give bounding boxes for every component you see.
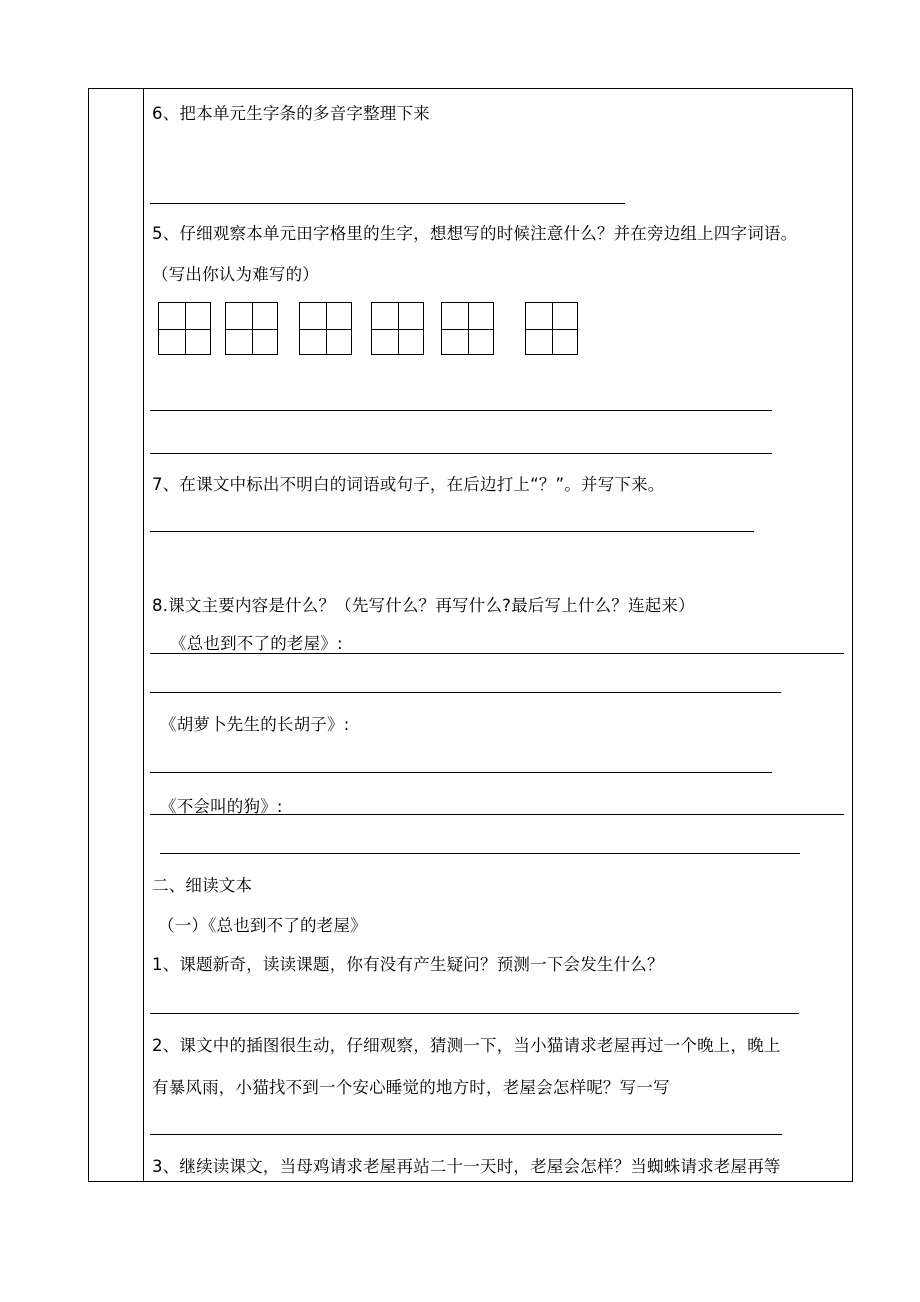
question-5-note: （写出你认为难写的） [152,265,319,284]
answer-line-q5-2[interactable] [150,453,772,454]
question-6: 6、把本单元生字条的多音字整理下来 [152,104,430,123]
answer-line-q5-1[interactable] [150,410,772,411]
reading-question-3: 3、继续读课文，当母鸡请求老屋再站二十一天时，老屋会怎样？当蜘蛛请求老屋再等 [152,1157,781,1176]
answer-line-q7[interactable] [150,531,754,532]
answer-line-story-2[interactable] [150,772,772,773]
section-2-heading: 二、细读文本 [152,876,253,895]
answer-line-q6[interactable] [150,203,625,204]
answer-line-r2[interactable] [150,1134,782,1135]
answer-line-r1[interactable] [150,1013,799,1014]
answer-line-story-1b[interactable] [150,692,781,693]
tianzige-box-4[interactable] [371,302,424,355]
answer-line-story-1a[interactable] [150,653,844,654]
reading-question-2-line-1: 2、课文中的插图很生动，仔细观察，猜测一下，当小猫请求老屋再过一个晚上，晚上 [152,1036,781,1055]
question-5: 5、仔细观察本单元田字格里的生字，想想写的时候注意什么？并在旁边组上四字词语。 [152,224,798,243]
table-column-divider [143,88,144,1182]
tianzige-box-3[interactable] [299,302,352,355]
question-8: 8.课文主要内容是什么？（先写什么？再写什么?最后写上什么？连起来） [152,596,695,615]
tianzige-box-5[interactable] [441,302,494,355]
tianzige-box-2[interactable] [225,302,278,355]
story-2-label: 《胡萝卜先生的长胡子》: [160,715,350,734]
subsection-1-heading: （一）《总也到不了的老屋》 [158,916,367,935]
story-3-label: 《不会叫的狗》: [160,797,283,816]
answer-line-story-3a[interactable] [150,814,844,815]
question-7: 7、在课文中标出不明白的词语或句子，在后边打上“？”。并写下来。 [152,475,665,494]
reading-question-1: 1、课题新奇，读读课题，你有没有产生疑问？预测一下会发生什么？ [152,955,664,974]
answer-line-story-3b[interactable] [160,853,800,854]
tianzige-box-1[interactable] [158,302,211,355]
tianzige-box-6[interactable] [525,302,578,355]
reading-question-2-line-2: 有暴风雨，小猫找不到一个安心睡觉的地方时，老屋会怎样呢？写一写 [152,1078,670,1097]
story-1-label: 《总也到不了的老屋》: [170,634,343,653]
